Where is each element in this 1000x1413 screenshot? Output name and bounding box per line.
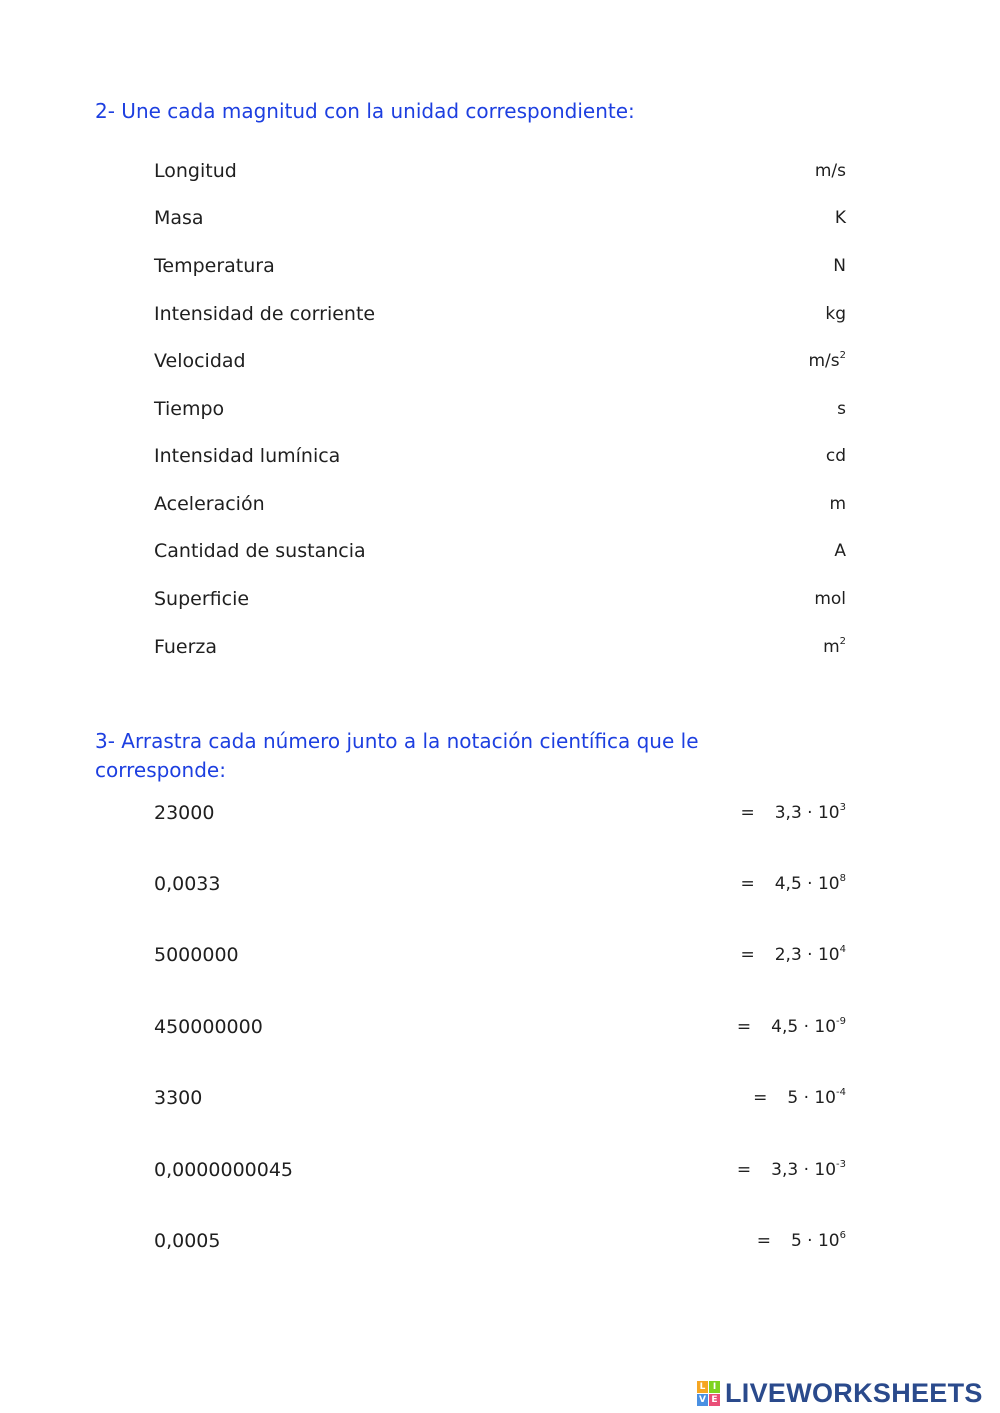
magnitude-row — [154, 536, 846, 566]
exercise-3-heading: 3- Arrastra cada número junto a la notación científica que le corresponde: — [95, 729, 699, 782]
notation-group — [753, 1083, 846, 1113]
unit-label[interactable] — [829, 489, 846, 519]
magnitude-label: Superficie — [154, 588, 250, 610]
magnitude-row — [154, 156, 846, 186]
scientific-notation: 5 · 10 — [790, 1231, 840, 1251]
notation-exponent: -4 — [836, 1087, 846, 1098]
notation-exponent: -9 — [836, 1016, 846, 1027]
equals-sign: = — [740, 803, 755, 823]
unit-exponent: 2 — [839, 350, 846, 361]
equals-sign: = — [736, 1017, 752, 1037]
scientific-notation: 4,5 · 10 — [771, 1017, 837, 1037]
magnitude-label: Cantidad de sustancia — [154, 540, 366, 562]
unit-label[interactable] — [837, 394, 846, 424]
unit-text: m — [823, 637, 840, 657]
notation-row — [154, 1226, 846, 1256]
scientific-notation: 3,3 · 10 — [771, 1160, 837, 1180]
scientific-notation: 4,5 · 10 — [774, 874, 840, 894]
number-label[interactable]: 0,0005 — [154, 1230, 221, 1252]
exercise-2-heading: 2- Une cada magnitud con la unidad correspondiente: — [95, 99, 635, 123]
notation-row — [154, 1012, 846, 1042]
magnitude-label: Longitud — [154, 160, 237, 182]
notation-row — [154, 940, 846, 970]
notation-exponent: 3 — [839, 802, 846, 813]
unit-label[interactable] — [815, 156, 846, 186]
magnitude-row — [154, 346, 846, 376]
unit-text: kg — [825, 304, 846, 324]
unit-text: m/s — [814, 161, 846, 181]
equals-sign: = — [753, 1088, 768, 1108]
magnitude-row — [154, 441, 846, 471]
magnitude-label: Velocidad — [154, 350, 246, 372]
equals-sign: = — [736, 1160, 752, 1180]
magnitude-row — [154, 251, 846, 281]
magnitude-row — [154, 584, 846, 614]
equals-sign: = — [740, 945, 755, 965]
magnitude-row — [154, 394, 846, 424]
unit-label[interactable] — [823, 632, 846, 662]
magnitude-label: Aceleración — [154, 493, 265, 515]
brand-name: LIVEWORKSHEETS — [725, 1378, 983, 1408]
magnitude-row — [154, 203, 846, 233]
notation-exponent: 6 — [839, 1230, 846, 1241]
unit-label[interactable] — [808, 346, 846, 376]
liveworksheets-mark-icon — [697, 1381, 720, 1406]
unit-text: N — [833, 256, 846, 276]
unit-text: m/s — [808, 351, 840, 371]
magnitude-label: Tiempo — [154, 398, 225, 420]
notation-group — [737, 1155, 846, 1185]
magnitude-label: Intensidad lumínica — [154, 445, 341, 467]
unit-text: A — [834, 541, 846, 561]
notation-group — [737, 1012, 846, 1042]
magnitude-row — [154, 632, 846, 662]
mark-letter: E — [709, 1394, 720, 1406]
unit-exponent: 2 — [839, 636, 846, 647]
equals-sign: = — [740, 874, 755, 894]
magnitude-row — [154, 489, 846, 519]
notation-exponent: 4 — [839, 944, 846, 955]
unit-label[interactable] — [834, 536, 846, 566]
unit-label[interactable] — [814, 584, 846, 614]
magnitude-label: Fuerza — [154, 636, 218, 658]
unit-label[interactable] — [835, 203, 846, 233]
notation-group — [757, 1226, 846, 1256]
number-label[interactable]: 0,0033 — [154, 873, 221, 895]
number-label[interactable]: 0,0000000045 — [154, 1159, 294, 1181]
notation-row — [154, 1155, 846, 1185]
scientific-notation: 3,3 · 10 — [774, 803, 840, 823]
notation-exponent: 8 — [839, 873, 846, 884]
unit-text: K — [834, 208, 846, 228]
magnitude-label: Masa — [154, 207, 204, 229]
number-label[interactable]: 450000000 — [154, 1016, 263, 1038]
magnitude-row — [154, 299, 846, 329]
mark-letter: I — [709, 1381, 720, 1393]
unit-label[interactable] — [825, 299, 846, 329]
notation-exponent: -3 — [836, 1159, 846, 1170]
notation-group — [740, 798, 846, 828]
notation-row — [154, 798, 846, 828]
scientific-notation: 5 · 10 — [787, 1088, 837, 1108]
notation-group — [740, 869, 846, 899]
unit-text: mol — [814, 589, 846, 609]
mark-letter: L — [697, 1381, 708, 1393]
equals-sign: = — [756, 1231, 771, 1251]
magnitude-label: Intensidad de corriente — [154, 303, 376, 325]
scientific-notation: 2,3 · 10 — [774, 945, 840, 965]
number-label[interactable]: 3300 — [154, 1087, 203, 1109]
unit-text: m — [829, 494, 846, 514]
notation-group — [740, 940, 846, 970]
magnitude-label: Temperatura — [154, 255, 275, 277]
unit-label[interactable] — [833, 251, 846, 281]
notation-row — [154, 869, 846, 899]
number-label[interactable]: 23000 — [154, 802, 215, 824]
number-label[interactable]: 5000000 — [154, 944, 239, 966]
liveworksheets-logo — [697, 1378, 983, 1408]
mark-letter: V — [697, 1394, 708, 1406]
unit-text: s — [837, 399, 846, 419]
unit-text: cd — [825, 446, 846, 466]
notation-row — [154, 1083, 846, 1113]
unit-label[interactable] — [826, 441, 846, 471]
